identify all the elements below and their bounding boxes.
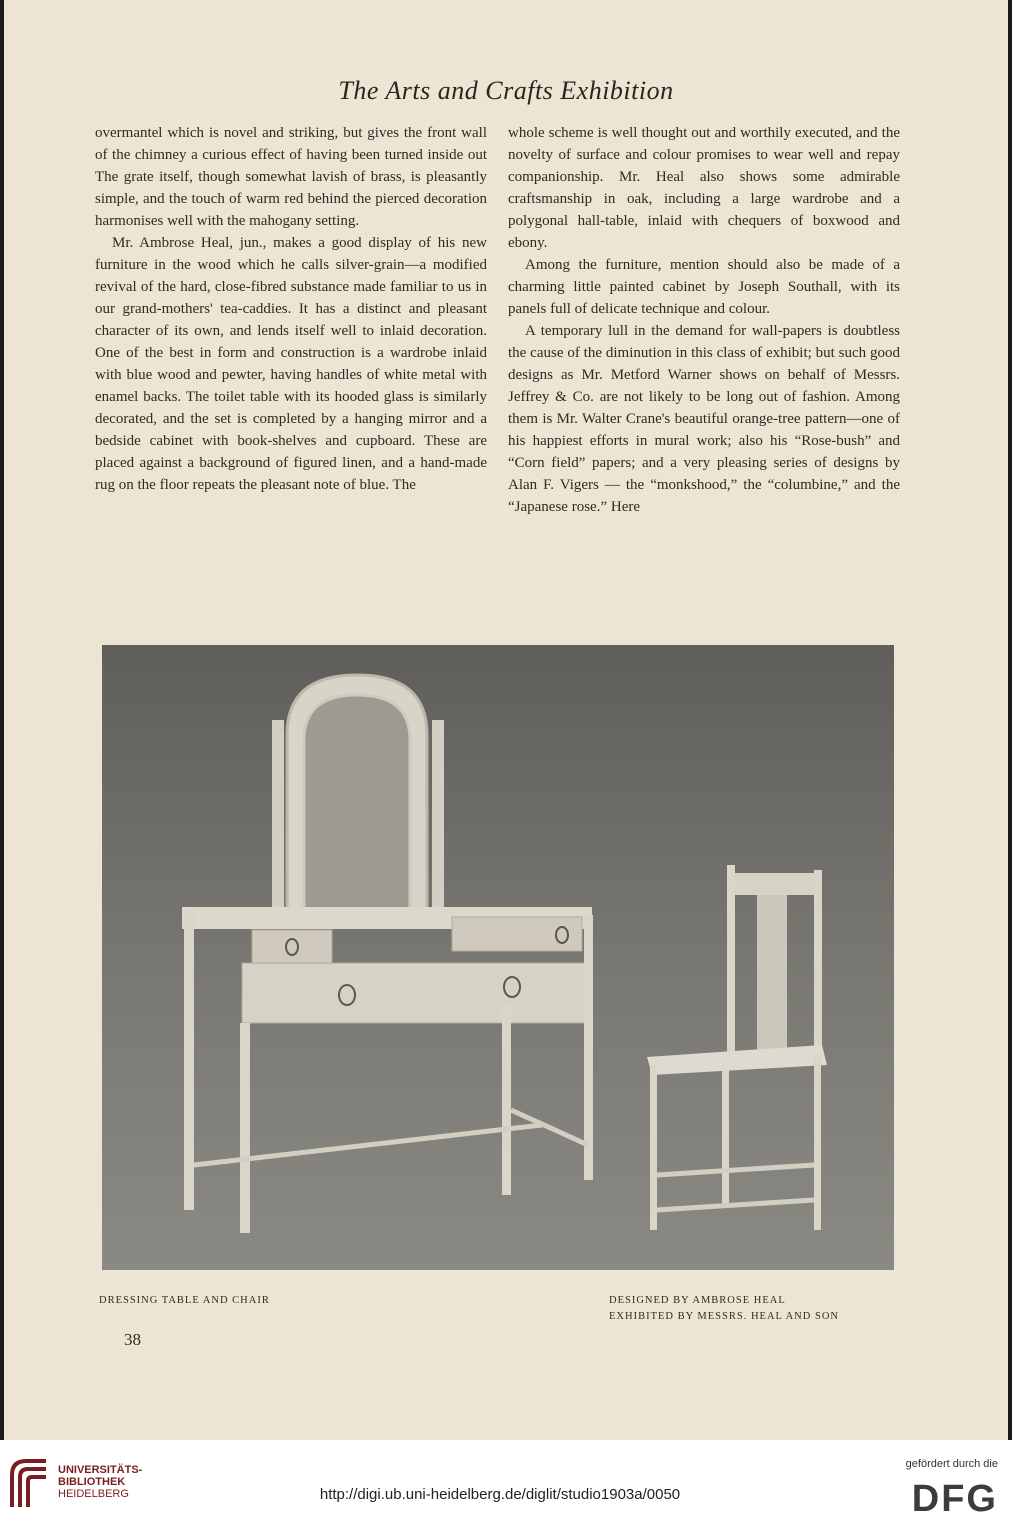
library-logo-icon [8, 1455, 50, 1511]
figure-caption-right [609, 1293, 839, 1325]
furniture-photograph [102, 645, 894, 1270]
paragraph: Among the furniture, mention should also be made of a charming little painted cabinet by Joseph Southall, with its panels full of delicate technique and colour. [508, 257, 900, 317]
text-column-left [95, 122, 487, 496]
figure-caption-left: DRESSING TABLE AND CHAIR [99, 1295, 270, 1306]
library-name [58, 1464, 142, 1500]
paragraph: overmantel which is novel and striking, but gives the front wall of the chimney a curious effect of having been turned inside out The grate itself, though somewhat lavish of brass, is pleasantly simple, and the touch of warm red behind the pierced decoration harmonises well with the mahogany setting. [95, 125, 487, 229]
paragraph: A temporary lull in the demand for wall-papers is doubtless the cause of the diminution in this class of exhibit; but such good designs as Mr. Metford Warner shows on behalf of Messrs. Jeffrey & Co. are not likely to be long out of fashion. Among them is Mr. Walter Crane's beautiful orange-tree pattern—one of his happiest efforts in mural work; also his “Rose-bush” and “Corn field” papers; and a very pleasing series of designs by Alan F. Vigers — the “monkshood,” the “columbine,” and the “Japanese rose.” Here [508, 323, 900, 515]
caption-exhibitor: EXHIBITED BY MESSRS. HEAL AND SON [609, 1311, 839, 1322]
paragraph: whole scheme is well thought out and worthily executed, and the novelty of surface and colour promises to wear well and repay companionship. Mr. Heal also shows some admirable craftsmanship in oak, including a large wardrobe and a polygonal hall-table, inlaid with chequers of boxwood and ebony. [508, 125, 900, 251]
text-column-right [508, 122, 900, 518]
library-name-line3: HEIDELBERG [58, 1488, 129, 1500]
paragraph: Mr. Ambrose Heal, jun., makes a good display of his new furniture in the wood which he calls silver-grain—a modified revival of the hard, close-fibred substance made familiar to us in our grand-mothers' tea-caddies. It has a distinct and pleasant character of its own, and lends itself well to inlaid decoration. One of the best in form and construction is a wardrobe inlaid with blue wood and pewter, having handles of white metal with enamel backs. The toilet table with its hooded glass is similarly decorated, and the set is completed by a hanging mirror and a bedside cabinet with book-shelves and cupboard. These are placed against a background of figured linen, and a hand-made rug on the floor repeats the pleasant note of blue. The [95, 235, 487, 493]
caption-designer: DESIGNED BY AMBROSE HEAL [609, 1295, 786, 1306]
library-name-line1: UNIVERSITÄTS- [58, 1464, 143, 1476]
library-name-line2: BIBLIOTHEK [58, 1476, 126, 1488]
dressing-table-and-chair-illustration [102, 645, 894, 1270]
viewer-footer [0, 1440, 1012, 1525]
permalink[interactable]: http://digi.ub.uni-heidelberg.de/diglit/studio1903a/0050 [319, 1486, 681, 1503]
funded-by-label: gefördert durch die [905, 1458, 998, 1470]
dfg-logo: DFG [911, 1478, 998, 1520]
running-header: The Arts and Crafts Exhibition [338, 76, 674, 105]
scanned-page [4, 0, 1008, 1440]
page-number: 38 [124, 1330, 141, 1349]
